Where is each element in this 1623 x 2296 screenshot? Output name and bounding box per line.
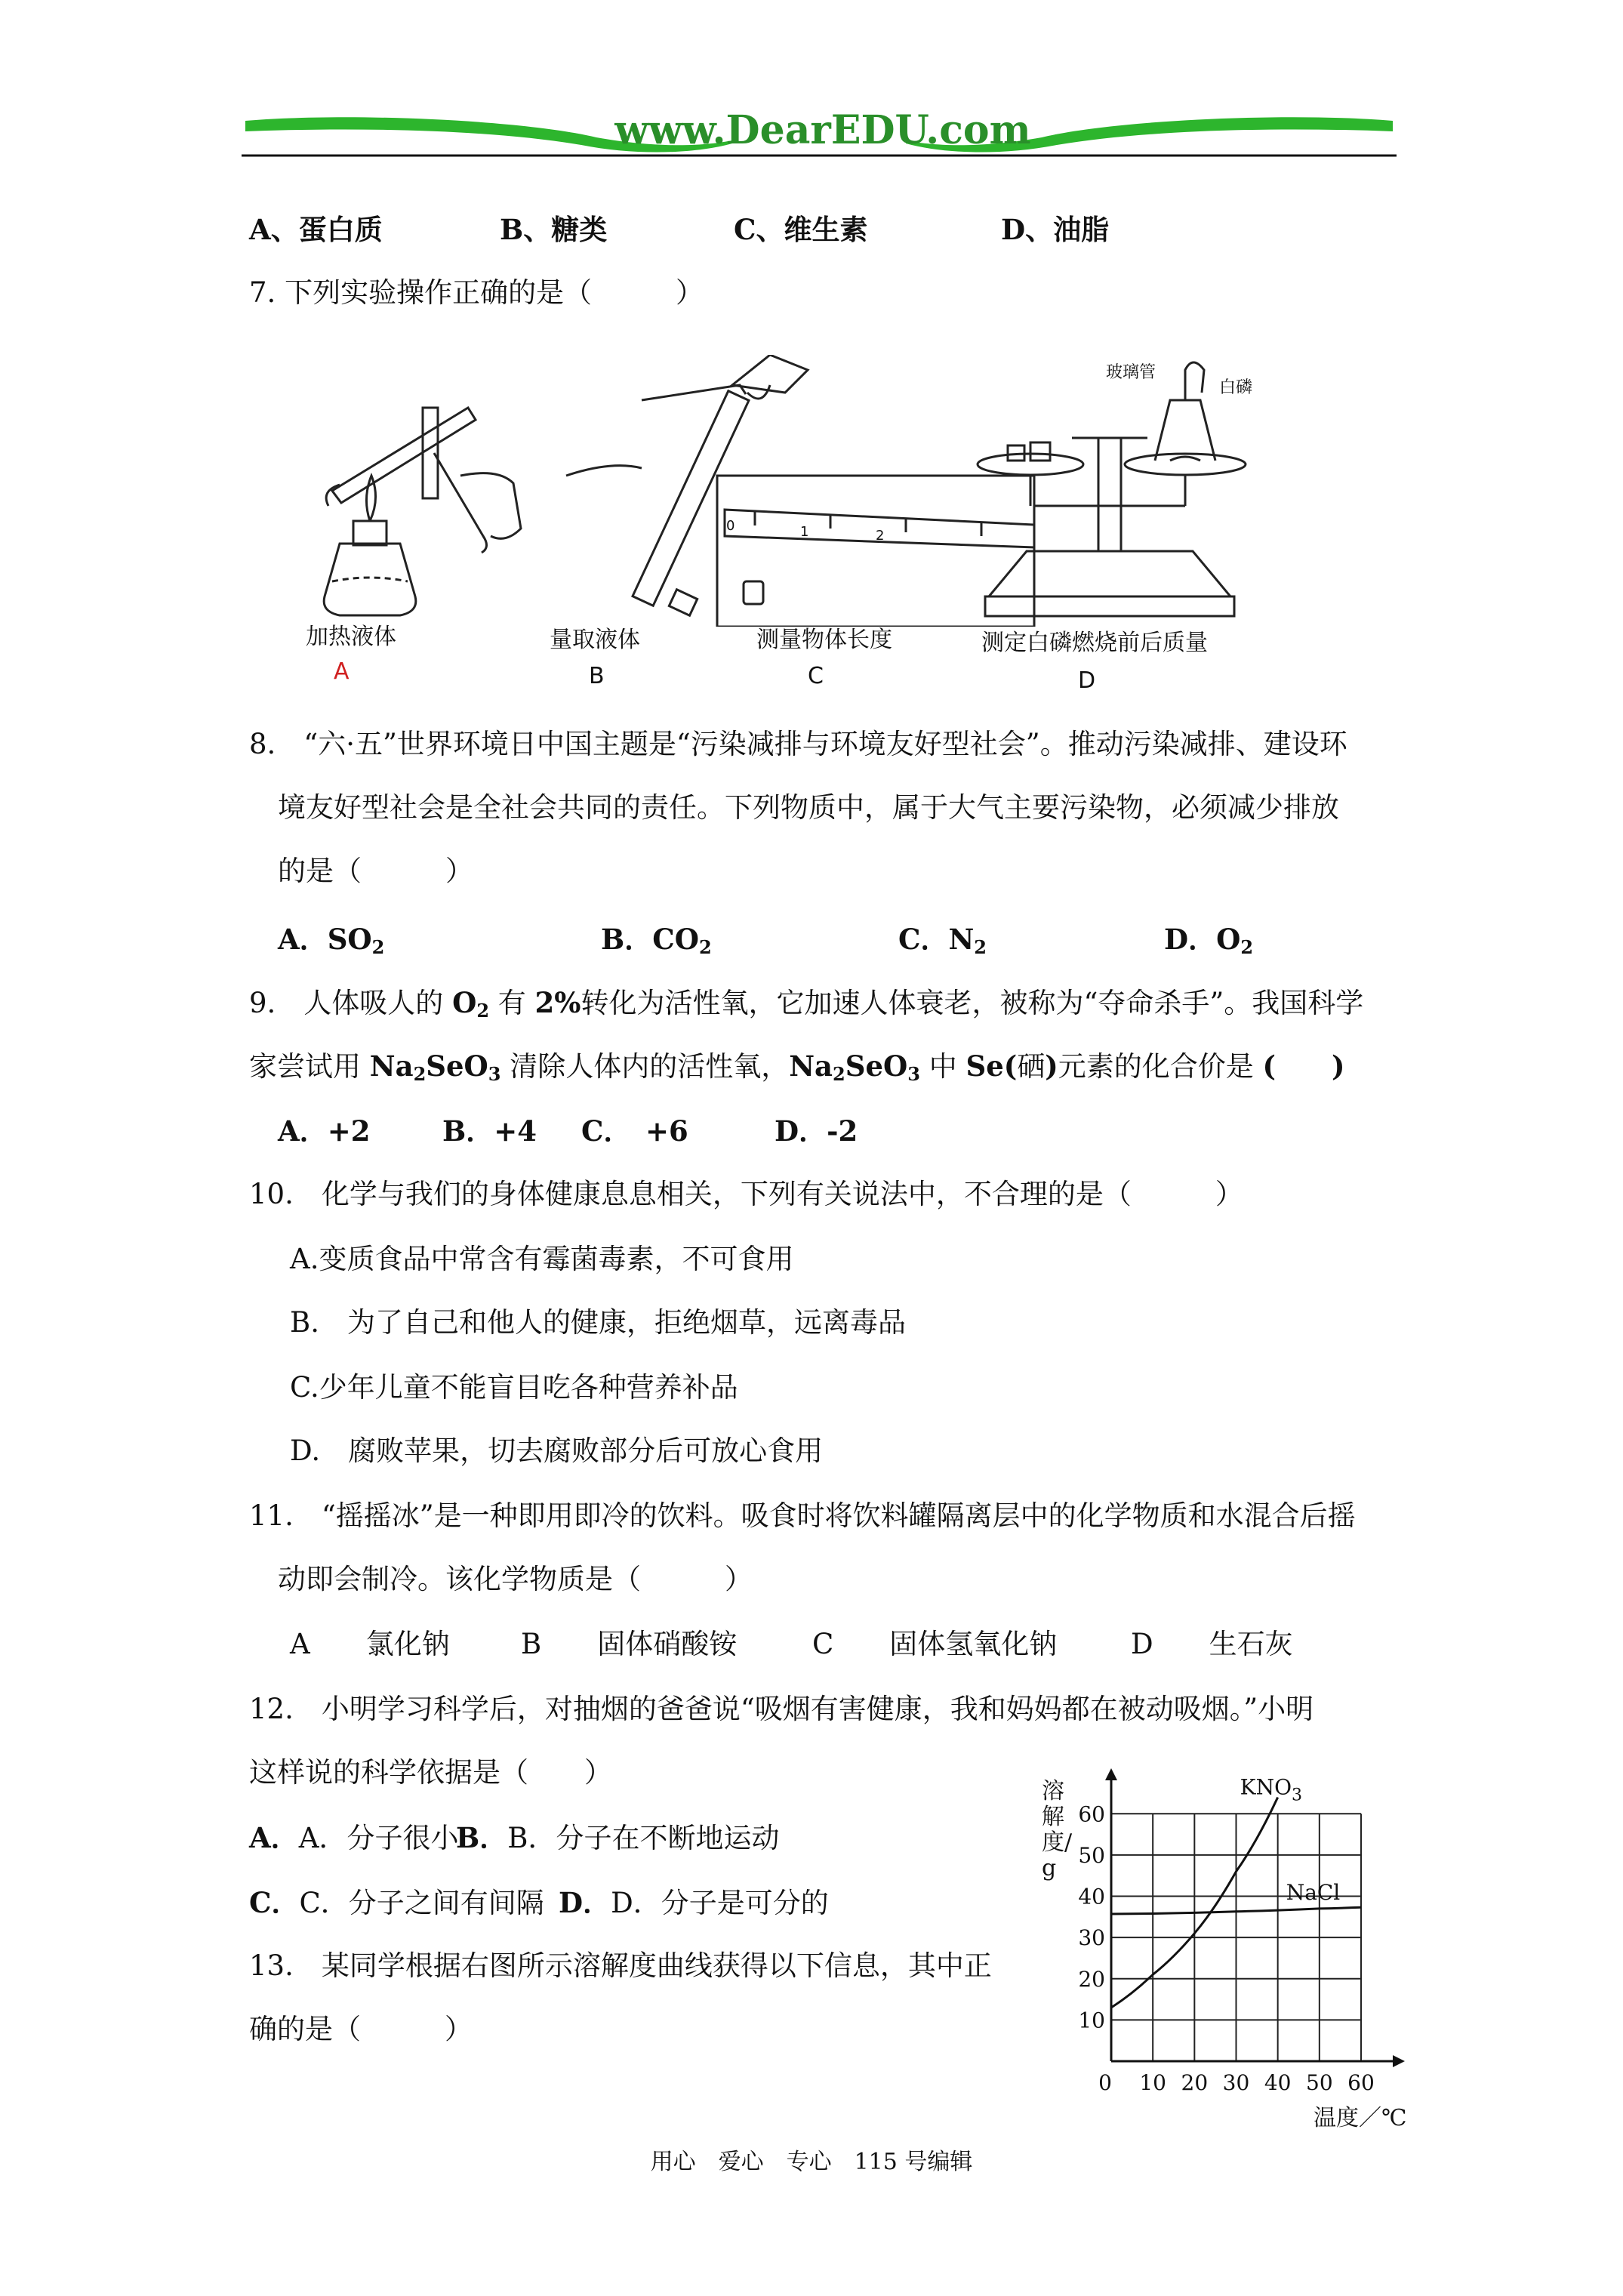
q12-line-1: 12. 小明学习科学后，对抽烟的爸爸说“吸烟有害健康，我和妈妈都在被动吸烟。”小明 (249, 1693, 1314, 1725)
q8-option-b: B．$CO_2$ (601, 923, 712, 958)
chart-xlabel: 温度／℃ (1313, 2105, 1407, 2131)
x-tick-label: 60 (1347, 2070, 1375, 2095)
q8-option-d: D．$O_2$ (1164, 923, 1254, 958)
q7-caption-d: 测定白磷燃烧前后质量 (981, 630, 1208, 656)
solubility-chart (1034, 1759, 1419, 2137)
x-tick-label: 20 (1181, 2070, 1209, 2095)
x-tick-label: 10 (1139, 2070, 1166, 2095)
q11-option-a: A 氯化钠 (290, 1628, 450, 1660)
q8-line-1: 8. “六·五”世界环境日中国主题是“污染减排与环境友好型社会”。推动污染减排、建设环 (249, 728, 1347, 760)
q7-label-white-p: 白磷 (1219, 378, 1253, 397)
q7-figures (287, 355, 1268, 702)
q7-caption-b: 量取液体 (550, 627, 640, 653)
chart-ylabel: 溶解度/g (1042, 1778, 1073, 1881)
q8-option-a: A．$SO_2$ (278, 923, 385, 958)
q8-line-3: 的是（ ） (278, 855, 473, 887)
x-tick-label: 40 (1264, 2070, 1292, 2095)
q9-line-1: 9. 人体吸人的 $O_2$ 有 2%转化为活性氧，它加速人体衰老，被称为“夺命杀手”。我国科学 (249, 986, 1364, 1022)
q12-option-d: D．D．分子是可分的 (559, 1886, 829, 1919)
y-tick-label: 10 (1078, 2008, 1105, 2033)
x-tick-label: 30 (1222, 2070, 1250, 2095)
q11-line-1: 11. “摇摇冰”是一种即用即冷的饮料。吸食时将饮料罐隔离层中的化学物质和水混合后摇 (249, 1499, 1356, 1532)
header-site-name: www.DearEDU.com (614, 107, 1031, 153)
q6-option-c: C、维生素 (734, 213, 868, 246)
q8-line-2: 境友好型社会是全社会共同的责任。下列物质中，属于大气主要污染物，必须减少排放 (278, 791, 1339, 824)
q7-ruler-1: 1 (800, 524, 809, 540)
q11-option-d: D 生石灰 (1131, 1628, 1293, 1660)
q7-stem: 7. 下列实验操作正确的是（ ） (249, 276, 704, 309)
series-label-kno3: $KNO_3$ (1240, 1774, 1303, 1805)
q6-option-b: B、糖类 (500, 213, 608, 246)
q9-option-c: C． +6 (581, 1114, 688, 1148)
y-tick-label: 60 (1078, 1801, 1105, 1827)
q11-option-c: C 固体氢氧化钠 (812, 1628, 1058, 1660)
q12-option-c: C．C．分子之间有间隔 (249, 1886, 544, 1919)
y-tick-label: 50 (1078, 1842, 1105, 1868)
q11-line-2: 动即会制冷。该化学物质是（ ） (278, 1563, 753, 1595)
q7-ruler-0: 0 (726, 518, 735, 534)
x-tick-label: 50 (1306, 2070, 1333, 2095)
q13-line-2: 确的是（ ） (249, 2013, 473, 2045)
q10-option-d: D. 腐败苹果，切去腐败部分后可放心食用 (290, 1435, 824, 1467)
q7-label-glass-tube: 玻璃管 (1106, 363, 1156, 382)
q7-letter-d: D (1078, 667, 1096, 694)
q10-stem: 10. 化学与我们的身体健康息息相关，下列有关说法中，不合理的是（ ） (249, 1178, 1243, 1210)
q7-letter-b: B (589, 663, 605, 689)
q6-option-d: D、油脂 (1001, 213, 1110, 246)
q9-option-d: D．-2 (775, 1114, 858, 1148)
q7-letter-a: A (334, 658, 350, 685)
y-tick-label: 20 (1078, 1966, 1105, 1992)
q7-caption-c: 测量物体长度 (756, 627, 892, 653)
solubility-chart-svg (1034, 1759, 1419, 2137)
q12-option-b: B．B．分子在不断地运动 (456, 1821, 780, 1854)
q7-letter-c: C (808, 663, 824, 689)
q7-ruler-2: 2 (876, 528, 885, 544)
q12-option-a: A．A．分子很小 (249, 1821, 459, 1854)
q9-line-2: 家尝试用 $Na_2SeO_3$ 清除人体内的活性氧，$Na_2SeO_3$ 中 Se(硒)元素的化合价是 ( ) (249, 1049, 1345, 1085)
q9-option-b: B．+4 (442, 1114, 537, 1148)
q10-option-a: A.变质食品中常含有霉菌毒素，不可食用 (290, 1243, 794, 1275)
q9-option-a: A．+2 (278, 1114, 371, 1148)
q12-line-2: 这样说的科学依据是（ ） (249, 1756, 612, 1789)
header-banner (242, 106, 1397, 159)
x-axis-arrow (1393, 2055, 1405, 2067)
series-label-nacl: NaCl (1286, 1880, 1341, 1906)
q6-option-a: A、蛋白质 (249, 213, 383, 246)
q11-option-b: B 固体硝酸铵 (521, 1628, 738, 1660)
lab-apparatus-illustration (287, 355, 1268, 627)
y-tick-label: 40 (1078, 1884, 1105, 1909)
x-tick-label: 0 (1098, 2070, 1112, 2095)
q13-line-1: 13. 某同学根据右图所示溶解度曲线获得以下信息，其中正 (249, 1949, 992, 1982)
q8-option-c: C．$N_2$ (898, 923, 987, 958)
q7-caption-a: 加热液体 (306, 624, 396, 650)
y-tick-label: 30 (1078, 1925, 1105, 1951)
y-axis-arrow (1105, 1768, 1117, 1780)
q10-option-b: B. 为了自己和他人的健康，拒绝烟草，远离毒品 (290, 1306, 906, 1339)
q10-option-c: C.少年儿童不能盲目吃各种营养补品 (290, 1371, 738, 1404)
page-footer: 用心 爱心 专心 115 号编辑 (650, 2149, 973, 2175)
